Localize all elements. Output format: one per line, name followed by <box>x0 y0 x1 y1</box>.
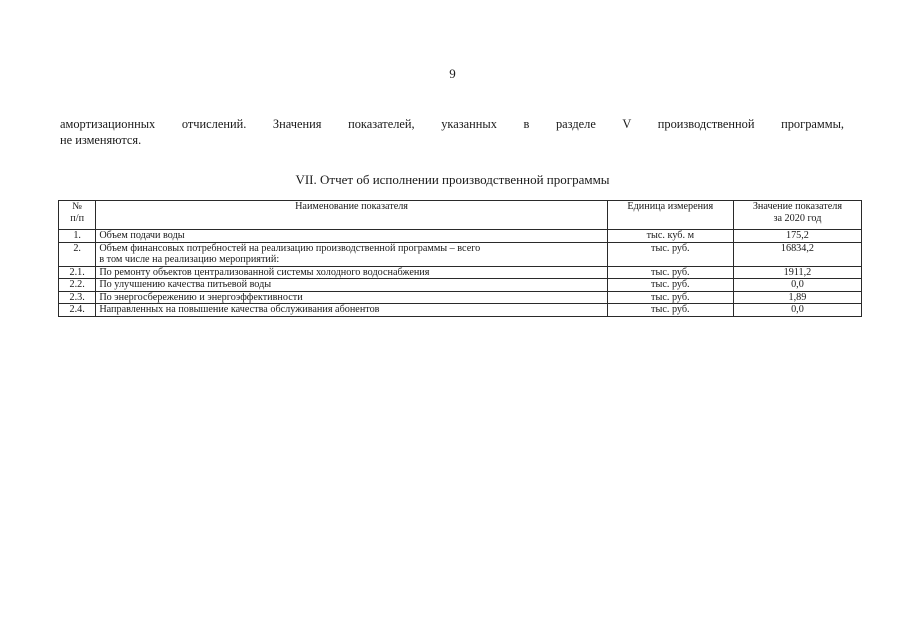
row-unit: тыс. руб. <box>607 304 733 317</box>
row-number: 2.1. <box>59 266 96 279</box>
row-value: 16834,2 <box>733 242 861 266</box>
row-unit: тыс. руб. <box>607 242 733 266</box>
table-row <box>59 279 862 292</box>
row-indicator-name: Направленных на повышение качества обслуживания абонентов <box>96 304 607 317</box>
table-header-row <box>59 201 862 230</box>
table-header <box>59 201 862 230</box>
header-value-line-2: за 2020 год <box>773 212 822 224</box>
row-number: 2.3. <box>59 291 96 304</box>
table-row <box>59 266 862 279</box>
header-number <box>59 201 96 230</box>
header-value <box>733 201 861 230</box>
page-number: 9 <box>449 66 456 81</box>
header-number-line-2: п/п <box>70 212 85 224</box>
report-table <box>58 200 862 317</box>
row-indicator-name: По ремонту объектов централизованной системы холодного водоснабжения <box>96 266 607 279</box>
section-heading: VII. Отчет об исполнении производственной программы <box>295 172 610 187</box>
row-indicator-name: Объем подачи воды <box>96 230 607 243</box>
table-row <box>59 230 862 243</box>
row-unit: тыс. руб. <box>607 266 733 279</box>
row-indicator-name-line-2: в том числе на реализацию мероприятий: <box>99 254 280 265</box>
row-indicator-name-line-1: Объем финансовых потребностей на реализацию производственной программы – всего <box>99 242 481 254</box>
row-unit: тыс. руб. <box>607 291 733 304</box>
header-unit: Единица измерения <box>607 201 733 230</box>
row-indicator-name <box>96 242 607 266</box>
header-number-line-1: № <box>72 201 83 212</box>
row-value: 1911,2 <box>733 266 861 279</box>
table-row <box>59 304 862 317</box>
row-unit: тыс. руб. <box>607 279 733 292</box>
row-indicator-name: По улучшению качества питьевой воды <box>96 279 607 292</box>
row-unit: тыс. куб. м <box>607 230 733 243</box>
row-value: 175,2 <box>733 230 861 243</box>
table-row <box>59 291 862 304</box>
paragraph-line-1: амортизационных отчислений. Значения показателей, указанных в разделе V производственной программы, <box>60 117 844 131</box>
body-paragraph <box>60 116 844 148</box>
row-value: 1,89 <box>733 291 861 304</box>
row-number: 1. <box>59 230 96 243</box>
row-indicator-name: По энергосбережению и энергоэффективности <box>96 291 607 304</box>
table-body <box>59 230 862 317</box>
row-value: 0,0 <box>733 279 861 292</box>
table-row <box>59 242 862 266</box>
row-number: 2.4. <box>59 304 96 317</box>
header-value-line-1: Значение показателя <box>752 201 843 212</box>
row-number: 2.2. <box>59 279 96 292</box>
header-indicator-name: Наименование показателя <box>96 201 607 230</box>
paragraph-line-2: не изменяются. <box>60 133 142 147</box>
row-number: 2. <box>59 242 96 266</box>
row-value: 0,0 <box>733 304 861 317</box>
